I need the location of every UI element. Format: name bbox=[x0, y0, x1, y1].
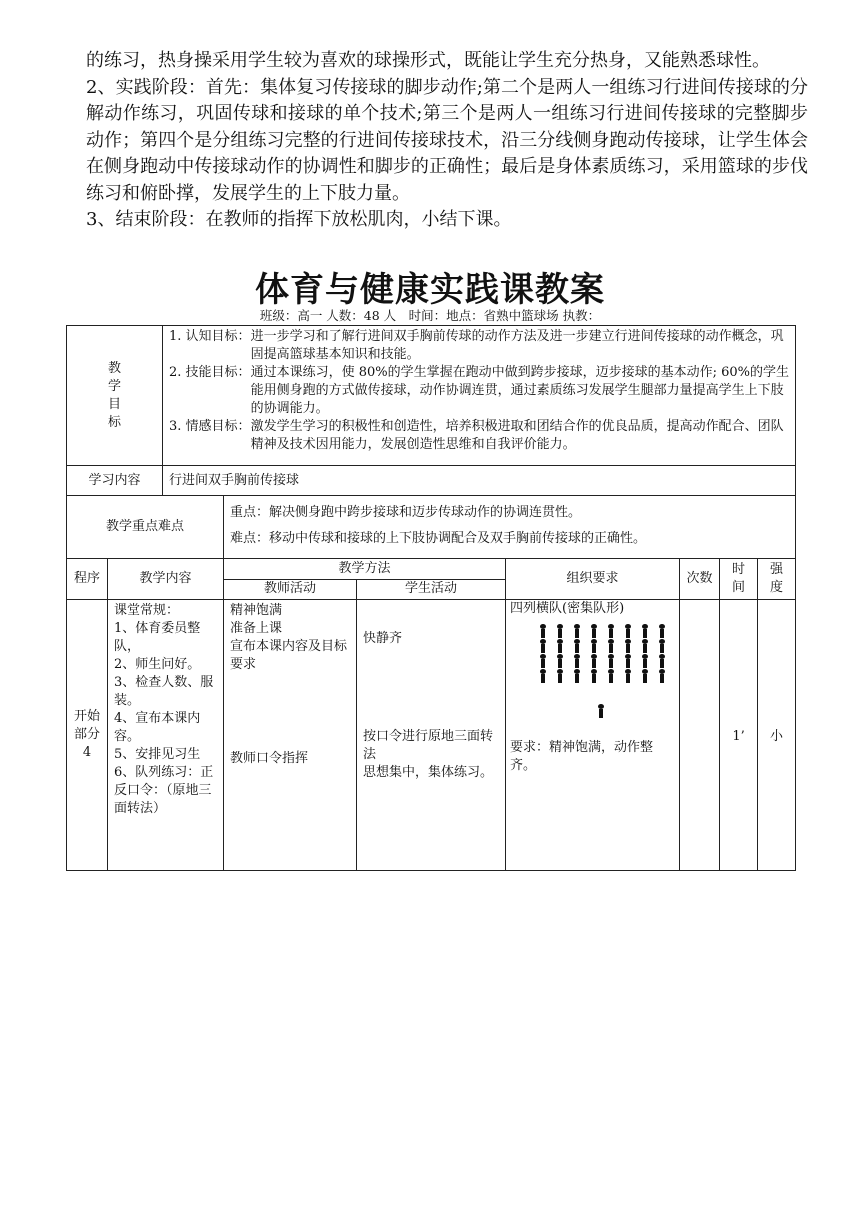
keypoints-content bbox=[224, 496, 796, 559]
keypoints-label: 教学重点难点 bbox=[67, 496, 224, 559]
header-time: 时间 bbox=[720, 559, 758, 600]
header-row bbox=[67, 559, 796, 580]
student-figure-icon bbox=[572, 654, 582, 668]
student-figure-icon bbox=[640, 639, 650, 653]
content-row bbox=[67, 466, 796, 496]
time-cell: 1’ bbox=[720, 600, 758, 871]
header-org: 组织要求 bbox=[506, 559, 680, 600]
teacher-figure-icon bbox=[596, 704, 606, 718]
student-figure-icon bbox=[640, 654, 650, 668]
header-method: 教学方法 bbox=[224, 559, 506, 580]
goals-label: 教 学 目 标 bbox=[67, 326, 163, 466]
student-figure-icon bbox=[538, 639, 548, 653]
header-teacher: 教师活动 bbox=[224, 579, 357, 600]
student-figure-icon bbox=[657, 624, 667, 638]
student-figure-icon bbox=[606, 624, 616, 638]
header-intensity: 强度 bbox=[758, 559, 796, 600]
student-figure-icon bbox=[572, 624, 582, 638]
header-step: 程序 bbox=[67, 559, 108, 600]
goals-content bbox=[163, 326, 796, 466]
intro-text bbox=[86, 48, 808, 234]
org-requirements: 四列横队(密集队形) 要求：精神饱满，动作整齐。 bbox=[506, 600, 680, 871]
formation-row bbox=[538, 669, 675, 684]
key-point: 重点：解决侧身跑中跨步接球和迈步传球动作的协调连贯性。 bbox=[230, 505, 582, 520]
formation-diagram bbox=[510, 618, 675, 719]
formation-row bbox=[538, 654, 675, 669]
lesson-plan-table bbox=[66, 325, 796, 871]
goal-item: 2. 技能目标： 通过本课练习，使 80%的学生掌握在跑动中做到跨步接球，迈步接球的基本动作; 60%的学生能用侧身跑的方式做传接球，动作协调连贯，通过素质练习发展学生腿部力量提高学生上下肢的协调能力。 bbox=[169, 365, 789, 416]
opening-content: 课堂常规： 1、体育委员整队， 2、师生问好。 3、检查人数、服装。 4、宣布本课内容。 5、安排见习生 6、队列练习：正反口令：（原地三面转法） bbox=[108, 600, 224, 871]
intensity-cell: 小 bbox=[758, 600, 796, 871]
student-figure-icon bbox=[572, 669, 582, 683]
student-activity: 快静齐 按口令进行原地三面转法 思想集中，集体练习。 bbox=[357, 600, 506, 871]
student-figure-icon bbox=[623, 669, 633, 683]
intro-paragraph-3: 3、结束阶段：在教师的指挥下放松肌肉，小结下课。 bbox=[86, 209, 512, 230]
header-student: 学生活动 bbox=[357, 579, 506, 600]
student-figure-icon bbox=[555, 639, 565, 653]
student-figure-icon bbox=[657, 639, 667, 653]
student-figure-icon bbox=[606, 654, 616, 668]
student-figure-icon bbox=[555, 654, 565, 668]
student-figure-icon bbox=[623, 639, 633, 653]
student-figure-icon bbox=[538, 654, 548, 668]
intro-paragraph-2: 2、实践阶段：首先：集体复习传接球的脚步动作;第二个是两人一组练习行进间传接球的分解动作练习，巩固传球和接球的单个技术;第三个是两人一组练习行进间传接球的完整脚步动作；第四个是分组练习完整的行进间传接球技术，沿三分线侧身跑动传接球，让学生体会在侧身跑动中传接球动作的协调性和脚步的正确性；最后是身体素质练习，采用篮球的步伐练习和俯卧撑，发展学生的上下肢力量。 bbox=[86, 76, 808, 204]
student-figure-icon bbox=[555, 669, 565, 683]
keypoints-row bbox=[67, 496, 796, 559]
student-figure-icon bbox=[657, 669, 667, 683]
student-figure-icon bbox=[555, 624, 565, 638]
class-meta: 班级：高一 人数：48 人 时间：地点：省熟中篮球场 执教： bbox=[259, 308, 601, 323]
student-figure-icon bbox=[589, 639, 599, 653]
student-figure-icon bbox=[572, 639, 582, 653]
goal-item: 1. 认知目标： 进一步学习和了解行进间双手胸前传球的动作方法及进一步建立行进间传接球的动作概念，巩固提高篮球基本知识和技能。 bbox=[169, 329, 784, 362]
goal-item: 3. 情感目标： 激发学生学习的积极性和创造性，培养积极进取和团结合作的优良品质，提高动作配合、团队精神及技术因用能力，发展创造性思维和自我评价能力。 bbox=[169, 419, 784, 452]
student-figure-icon bbox=[623, 654, 633, 668]
difficulty-point: 难点：移动中传球和接球的上下肢协调配合及双手胸前传接球的正确性。 bbox=[230, 531, 647, 546]
student-figure-icon bbox=[623, 624, 633, 638]
student-figure-icon bbox=[606, 669, 616, 683]
student-figure-icon bbox=[657, 654, 667, 668]
page-title: 体育与健康实践课教案 bbox=[255, 270, 605, 310]
times-cell bbox=[680, 600, 720, 871]
formation-row bbox=[538, 639, 675, 654]
student-figure-icon bbox=[538, 669, 548, 683]
step-cell: 开始部分 4 bbox=[67, 600, 108, 871]
intro-paragraph-1: 的练习，热身操采用学生较为喜欢的球操形式，既能让学生充分热身，又能熟悉球性。 bbox=[86, 50, 770, 71]
teacher-activity: 精神饱满 准备上课 宣布本课内容及目标要求 教师口令指挥 bbox=[224, 600, 357, 871]
student-figure-icon bbox=[538, 624, 548, 638]
opening-row bbox=[67, 600, 796, 871]
content-label: 学习内容 bbox=[67, 466, 163, 496]
goals-row bbox=[67, 326, 796, 466]
student-figure-icon bbox=[640, 669, 650, 683]
header-content: 教学内容 bbox=[108, 559, 224, 600]
content-value: 行进间双手胸前传接球 bbox=[163, 466, 796, 496]
student-figure-icon bbox=[640, 624, 650, 638]
student-figure-icon bbox=[589, 669, 599, 683]
header-times: 次数 bbox=[680, 559, 720, 600]
formation-row bbox=[538, 624, 675, 639]
student-figure-icon bbox=[606, 639, 616, 653]
student-figure-icon bbox=[589, 624, 599, 638]
student-figure-icon bbox=[589, 654, 599, 668]
